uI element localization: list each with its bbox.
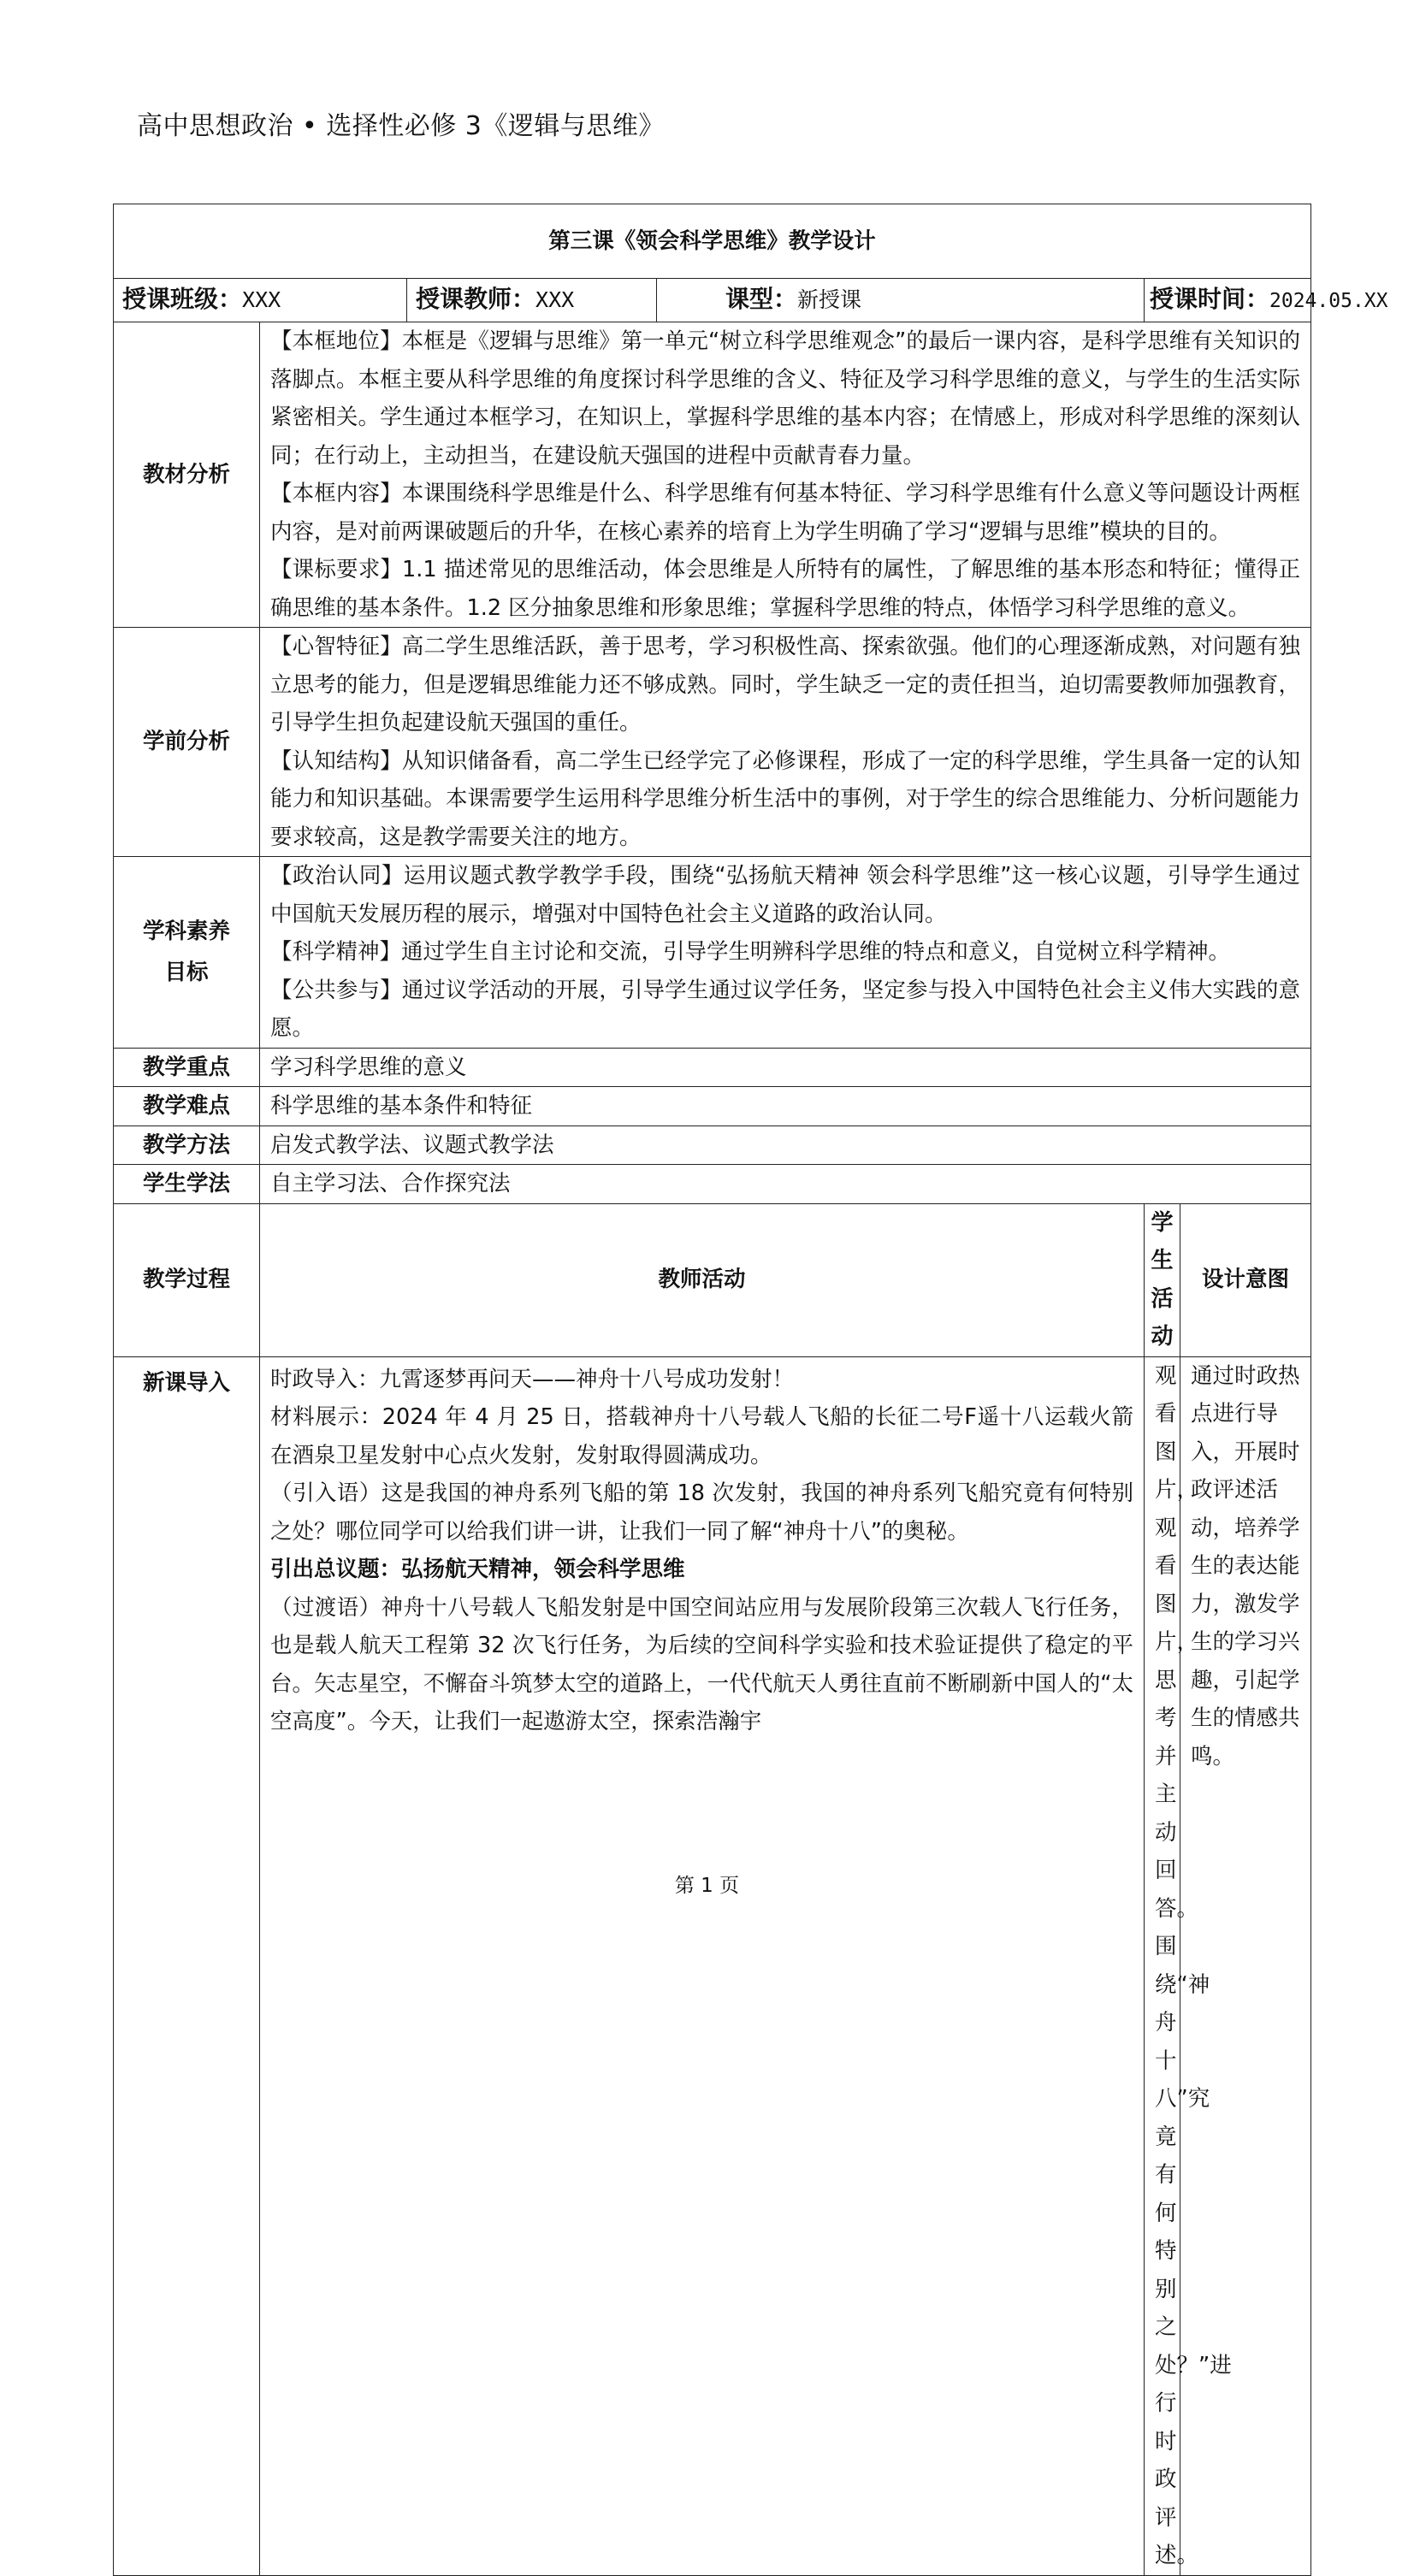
intro-line-1: 时政导入：九霄逐梦再问天——神舟十八号成功发射！ (270, 1366, 795, 1392)
process-label: 教学过程 (114, 1203, 260, 1356)
difficulty-value: 科学思维的基本条件和特征 (260, 1087, 1311, 1126)
class-info (114, 279, 407, 322)
scientific-spirit-paragraph: 【科学精神】通过学生自主讨论和交流，引导学生明辨科学思维的特点和意义，自觉树立科学精神。 (270, 939, 1231, 965)
learner-analysis-content (260, 628, 1311, 857)
intro-main-topic: 引出总议题：弘扬航天精神，领会科学思维 (270, 1557, 685, 1582)
cognitive-structure-paragraph: 【认知结构】从知识储备看，高二学生已经学完了必修课程，形成了一定的科学思维，学生具备一定的认知能力和知识基础。本课需要学生运用科学思维分析生活中的事例，对于学生的综合思维能力、分析问题能力要求较高，这是教学需要关注的地方。 (270, 747, 1301, 850)
learning-method-value: 自主学习法、合作探究法 (260, 1165, 1311, 1204)
teacher-value: XXX (535, 287, 575, 313)
difficulty-label: 教学难点 (114, 1087, 260, 1126)
intro-line-5: （过渡语）神舟十八号载人飞船发射是中国空间站应用与发展阶段第三次载人飞行任务，也是载人航天工程第 32 次飞行任务，为后续的空间科学实验和技术验证提供了稳定的平台。矢志星空，不懈奋斗筑梦太空的道路上，一代代航天人勇往直前不断刷新中国人的“太空高度”。今天，让我们一起遨游太空，探索浩瀚宇 (270, 1594, 1133, 1734)
teacher-label: 授课教师： (416, 285, 536, 314)
intro-student-activity: 观看图片，观看图片，思考并主动回答。围绕“神舟十八”究竟有何特别之处？”进行时政评述。 (1145, 1356, 1180, 2575)
page-number: 第 1 页 (674, 1875, 740, 1897)
lesson-time-info (1145, 279, 1388, 322)
key-point-value: 学习科学思维的意义 (260, 1048, 1311, 1087)
mental-traits-paragraph: 【心智特征】高二学生思维活跃，善于思考，学习积极性高、探索欲强。他们的心理逐渐成熟，对问题有独立思考的能力，但是逻辑思维能力还不够成熟。同时，学生缺乏一定的责任担当，迫切需要教师加强教育，引导学生担负起建设航天强国的重任。 (270, 634, 1301, 736)
literacy-goals-label-line1: 学科素养 (142, 919, 230, 945)
lesson-plan-table (113, 204, 1388, 2576)
student-activity-header: 学生活动 (1145, 1203, 1180, 1356)
teaching-method-label: 教学方法 (114, 1126, 260, 1165)
teacher-activity-header: 教师活动 (260, 1203, 1145, 1356)
textbook-position-paragraph: 【本框地位】本框是《逻辑与思维》第一单元“树立科学思维观念”的最后一课内容，是科学思维有关知识的落脚点。本框主要从科学思维的角度探讨科学思维的含义、特征及学习科学思维的意义，与学生的生活实际紧密相关。学生通过本框学习，在知识上，掌握科学思维的基本内容；在情感上，形成对科学思维的深刻认同；在行动上，主动担当，在建设航天强国的进程中贡献青春力量。 (270, 328, 1301, 469)
intro-design-intent: 通过时政热点进行导入，开展时政评述活动，培养学生的表达能力，激发学生的学习兴趣，引起学生的情感共鸣。 (1180, 1356, 1311, 2575)
political-identity-paragraph: 【政治认同】运用议题式教学教学手段，围绕“弘扬航天精神 领会科学思维”这一核心议题，引导学生通过中国航天发展历程的展示，增强对中国特色社会主义道路的政治认同。 (270, 863, 1301, 927)
textbook-analysis-label: 教材分析 (114, 322, 260, 628)
intro-row (114, 1356, 1311, 2575)
textbook-analysis-content (260, 322, 1311, 628)
key-point-label: 教学重点 (114, 1048, 260, 1087)
textbook-analysis-row (114, 322, 1311, 628)
learning-method-row (114, 1165, 1311, 1204)
lesson-title: 第三课《领会科学思维》教学设计 (114, 204, 1311, 279)
lesson-type-label: 课型： (725, 285, 798, 314)
curriculum-requirement-paragraph: 【课标要求】1.1 描述常见的思维活动，体会思维是人所特有的属性，了解思维的基本形态和特征；懂得正确思维的基本条件。1.2 区分抽象思维和形象思维；掌握科学思维的特点，体悟学习科学思维的意义。 (270, 557, 1301, 621)
difficulty-row (114, 1087, 1311, 1126)
class-value: XXX (242, 287, 281, 313)
literacy-goals-row (114, 857, 1311, 1049)
intro-line-2: 材料展示：2024 年 4 月 25 日，搭载神舟十八号载人飞船的长征二号F遥十八运载火箭在酒泉卫星发射中心点火发射，发射取得圆满成功。 (270, 1404, 1133, 1468)
lesson-time-label: 授课时间： (1150, 284, 1270, 313)
teaching-method-row (114, 1126, 1311, 1165)
literacy-goals-label (114, 857, 260, 1049)
process-header-row (114, 1203, 1311, 1356)
teaching-method-value: 启发式教学法、议题式教学法 (260, 1126, 1311, 1165)
intro-label: 新课导入 (114, 1356, 260, 2575)
lesson-info-row (114, 279, 1311, 322)
lesson-time-value: 2024.05.XX (1269, 289, 1388, 312)
teacher-info (407, 279, 657, 322)
learning-method-label: 学生学法 (114, 1165, 260, 1204)
lesson-type-value: 新授课 (797, 287, 862, 313)
document-header: 高中思想政治 • 选择性必修 3《逻辑与思维》 (137, 111, 665, 141)
design-intent-header: 设计意图 (1180, 1203, 1311, 1356)
lesson-type-info (657, 279, 1145, 322)
literacy-goals-content (260, 857, 1311, 1049)
key-point-row (114, 1048, 1311, 1087)
public-participation-paragraph: 【公共参与】通过议学活动的开展，引导学生通过议学任务，坚定参与投入中国特色社会主义伟大实践的意愿。 (270, 977, 1301, 1041)
class-label: 授课班级： (122, 285, 243, 314)
literacy-goals-label-line2: 目标 (164, 960, 209, 986)
learner-analysis-row (114, 628, 1311, 857)
textbook-content-paragraph: 【本框内容】本课围绕科学思维是什么、科学思维有何基本特征、学习科学思维有什么意义等问题设计两框内容，是对前两课破题后的升华，在核心素养的培育上为学生明确了学习“逻辑与思维”模块的目的。 (270, 481, 1301, 545)
intro-line-3: （引入语）这是我国的神舟系列飞船的第 18 次发射，我国的神舟系列飞船究竟有何特别之处？哪位同学可以给我们讲一讲，让我们一同了解“神舟十八”的奥秘。 (270, 1480, 1133, 1545)
learner-analysis-label: 学前分析 (114, 628, 260, 857)
intro-teacher-activity (260, 1356, 1145, 2575)
